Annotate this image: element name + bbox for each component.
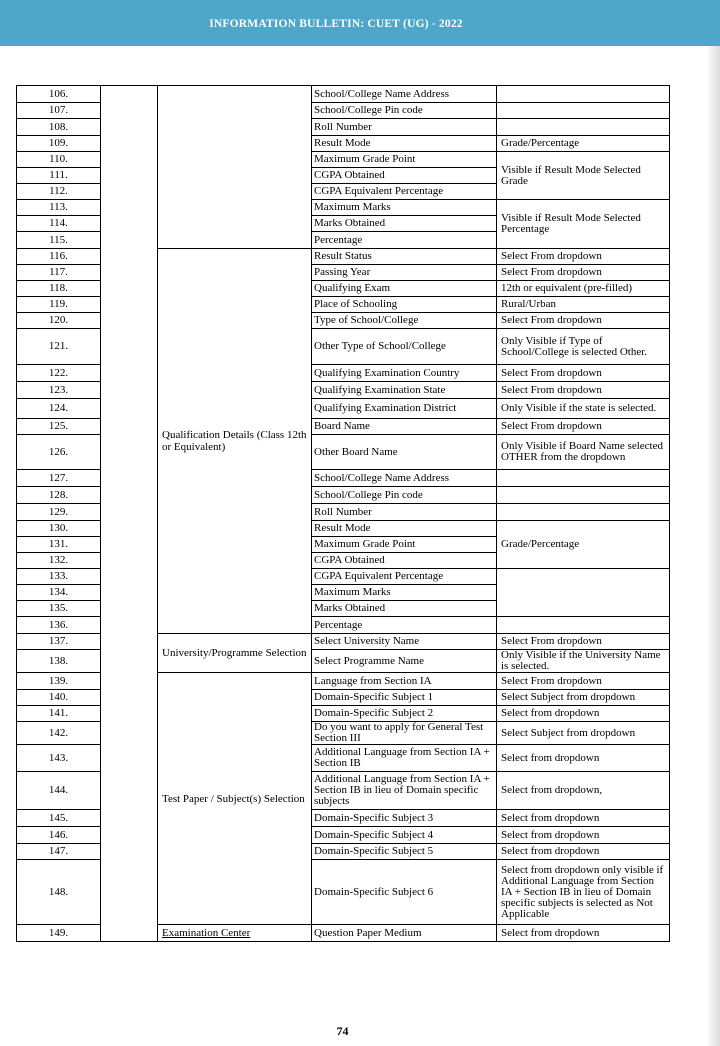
field-remark: Only Visible if Type of School/College is selected Other. [497,329,670,365]
field-name: Board Name [312,419,497,435]
page-number: 74 [336,1024,349,1038]
group-continued [158,86,312,249]
serial-number: 120. [17,313,101,329]
serial-number: 109. [17,136,101,152]
field-name: Other Type of School/College [312,329,497,365]
serial-number: 116. [17,249,101,265]
serial-number: 146. [17,827,101,844]
field-name: Domain-Specific Subject 2 [312,706,497,722]
field-remark: Select From dropdown [497,313,670,329]
field-name: Passing Year [312,265,497,281]
field-name: Qualifying Examination State [312,382,497,399]
field-remark [497,86,670,103]
serial-number: 141. [17,706,101,722]
serial-number: 140. [17,690,101,706]
serial-number: 107. [17,103,101,119]
serial-number: 139. [17,673,101,690]
field-remark [497,569,670,617]
field-name: Result Mode [312,136,497,152]
field-name: Language from Section IA [312,673,497,690]
serial-number: 131. [17,537,101,553]
field-name: Additional Language from Section IA + Section IB in lieu of Domain specific subjects [312,772,497,810]
serial-number: 144. [17,772,101,810]
group-label: Qualification Details (Class 12th or Equivalent) [162,429,307,453]
field-name: Result Mode [312,521,497,537]
serial-number: 118. [17,281,101,297]
field-name: Percentage [312,617,497,634]
field-name: School/College Name Address [312,86,497,103]
serial-number: 132. [17,553,101,569]
field-name: Domain-Specific Subject 4 [312,827,497,844]
field-remark: Select Subject from dropdown [497,690,670,706]
serial-number: 124. [17,399,101,419]
field-remark: Only Visible if Board Name selected OTHER from the dropdown [497,435,670,470]
field-name: Percentage [312,232,497,249]
serial-number: 113. [17,200,101,216]
document-page [16,46,705,1042]
serial-number: 112. [17,184,101,200]
field-remark: Select From dropdown [497,249,670,265]
field-remark: Grade/Percentage [497,521,670,569]
serial-number: 106. [17,86,101,103]
serial-number: 123. [17,382,101,399]
field-remark: Select Subject from dropdown [497,722,670,745]
field-name: Domain-Specific Subject 6 [312,860,497,925]
field-remark: Select from dropdown, [497,772,670,810]
field-remark [497,617,670,634]
group-label: Examination Center [162,927,251,939]
field-remark [497,103,670,119]
serial-number: 115. [17,232,101,249]
field-remark: Select From dropdown [497,419,670,435]
field-name: Maximum Marks [312,585,497,601]
serial-number: 129. [17,504,101,521]
field-remark: Select from dropdown [497,827,670,844]
group-label: Test Paper / Subject(s) Selection [162,792,305,805]
serial-number: 136. [17,617,101,634]
group-university [158,634,312,673]
serial-number: 108. [17,119,101,136]
group-qualification [158,249,312,634]
field-remark: Visible if Result Mode Selected Percentage [497,200,670,249]
field-name: Domain-Specific Subject 5 [312,844,497,860]
serial-number: 130. [17,521,101,537]
serial-number: 134. [17,585,101,601]
serial-number: 145. [17,810,101,827]
field-name: Maximum Grade Point [312,537,497,553]
field-name: Question Paper Medium [312,925,497,942]
field-name: Select Programme Name [312,650,497,673]
field-name: CGPA Obtained [312,168,497,184]
blank-column [101,86,158,942]
field-name: Type of School/College [312,313,497,329]
field-remark [497,119,670,136]
field-remark: Only Visible if the state is selected. [497,399,670,419]
field-remark: Rural/Urban [497,297,670,313]
serial-number: 111. [17,168,101,184]
field-name: Domain-Specific Subject 1 [312,690,497,706]
field-name: Maximum Grade Point [312,152,497,168]
field-name: Qualifying Exam [312,281,497,297]
field-remark: Select From dropdown [497,265,670,281]
group-label: University/Programme Selection [162,647,307,659]
field-remark [497,487,670,504]
serial-number: 147. [17,844,101,860]
group-exam-center [158,925,312,942]
field-name: Roll Number [312,504,497,521]
field-name: Marks Obtained [312,216,497,232]
field-remark: Select From dropdown [497,673,670,690]
serial-number: 133. [17,569,101,585]
field-name: Marks Obtained [312,601,497,617]
field-name: Select University Name [312,634,497,650]
serial-number: 125. [17,419,101,435]
serial-number: 119. [17,297,101,313]
field-remark: 12th or equivalent (pre-filled) [497,281,670,297]
field-name: School/College Pin code [312,103,497,119]
field-name: Maximum Marks [312,200,497,216]
field-remark: Select from dropdown [497,810,670,827]
field-remark: Select from dropdown [497,844,670,860]
field-name: School/College Name Address [312,470,497,487]
field-name: Additional Language from Section IA + Section IB [312,745,497,772]
serial-number: 142. [17,722,101,745]
field-name: CGPA Equivalent Percentage [312,184,497,200]
field-name: CGPA Equivalent Percentage [312,569,497,585]
form-fields-table [16,85,670,942]
table-row [17,86,670,103]
field-remark: Only Visible if the University Name is selected. [497,650,670,673]
field-name: Do you want to apply for General Test Section III [312,722,497,745]
group-test-paper [158,673,312,925]
serial-number: 127. [17,470,101,487]
field-remark [497,470,670,487]
serial-number: 122. [17,365,101,382]
serial-number: 121. [17,329,101,365]
field-remark: Select from dropdown [497,745,670,772]
field-name: Place of Schooling [312,297,497,313]
field-remark: Visible if Result Mode Selected Grade [497,152,670,200]
serial-number: 126. [17,435,101,470]
serial-number: 114. [17,216,101,232]
page-edge-shadow [706,46,720,1046]
field-remark: Select from dropdown [497,925,670,942]
field-remark: Select From dropdown [497,382,670,399]
serial-number: 138. [17,650,101,673]
serial-number: 148. [17,860,101,925]
serial-number: 137. [17,634,101,650]
bulletin-header [0,0,720,46]
field-name: Other Board Name [312,435,497,470]
serial-number: 149. [17,925,101,942]
field-name: Result Status [312,249,497,265]
serial-number: 135. [17,601,101,617]
serial-number: 128. [17,487,101,504]
field-name: Roll Number [312,119,497,136]
field-remark: Select from dropdown [497,706,670,722]
field-remark: Grade/Percentage [497,136,670,152]
field-name: Qualifying Examination Country [312,365,497,382]
field-name: CGPA Obtained [312,553,497,569]
field-remark [497,504,670,521]
field-name: Qualifying Examination District [312,399,497,419]
serial-number: 117. [17,265,101,281]
bulletin-title: INFORMATION BULLETIN: CUET (UG) - 2022 [209,18,463,30]
field-name: School/College Pin code [312,487,497,504]
field-remark: Select From dropdown [497,634,670,650]
field-name: Domain-Specific Subject 3 [312,810,497,827]
serial-number: 110. [17,152,101,168]
field-remark: Select From dropdown [497,365,670,382]
field-remark: Select from dropdown only visible if Additional Language from Section IA + Section IB in lieu of Domain specific subjects is selected as Not Applicable [497,860,670,925]
serial-number: 143. [17,745,101,772]
